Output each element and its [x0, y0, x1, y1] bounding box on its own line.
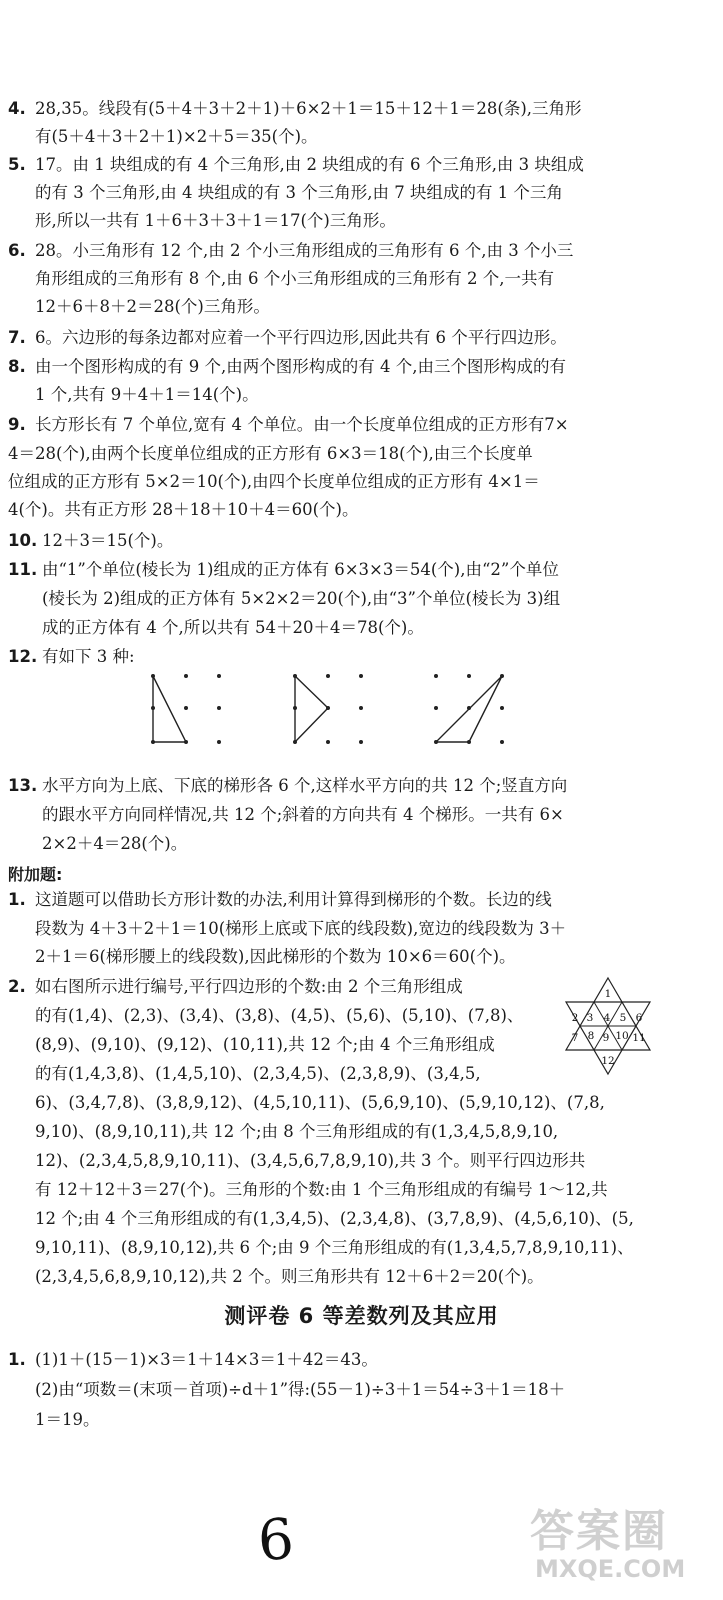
problem-text-line: 2×2＋4＝28(个)。	[42, 834, 188, 853]
section-title: 测评卷 6 等差数列及其应用	[224, 1304, 499, 1328]
dot	[467, 674, 471, 678]
dot	[184, 674, 188, 678]
problem-text-line: 6。六边形的每条边都对应着一个平行四边形,因此共有 6 个平行四边形。	[35, 328, 567, 347]
problem-text-line: 如右图所示进行编号,平行四边形的个数:由 2 个三角形组成	[35, 977, 463, 996]
star-label-8: 8	[587, 1030, 595, 1042]
star-label-9: 9	[602, 1032, 610, 1044]
problem-number: 5.	[8, 155, 26, 174]
problem-text-line: 12 个;由 4 个三角形组成的有(1,3,4,5)、(2,3,4,8)、(3,7,8,9)、(4,5,6,10)、(5,	[35, 1209, 634, 1228]
problem-text-line: 由一个图形构成的有 9 个,由两个图形构成的有 4 个,由三个图形构成的有	[35, 357, 566, 376]
problem-text-line: 12＋3＝15(个)。	[42, 531, 174, 550]
star-label-1: 1	[604, 988, 612, 1000]
dot	[359, 706, 363, 710]
watermark	[505, 1495, 715, 1595]
dot	[184, 706, 188, 710]
problem-number: 12.	[8, 647, 38, 666]
problem-text-line: 28,35。线段有(5＋4＋3＋2＋1)＋6×2＋1＝15＋12＋1＝28(条),三角形	[35, 99, 582, 118]
problem-text-line: 9,10)、(8,9,10,11),共 12 个;由 8 个三角形组成的有(1,3,4,5,8,9,10,	[35, 1122, 559, 1141]
dot	[217, 674, 221, 678]
problem-text-line: 28。小三角形有 12 个,由 2 个小三角形组成的三角形有 6 个,由 3 个小三	[35, 241, 574, 260]
problem-text-line: 水平方向为上底、下底的梯形各 6 个,这样水平方向的共 12 个;竖直方向	[42, 776, 568, 795]
star-label-5: 5	[619, 1012, 627, 1024]
triangle-shape-1	[153, 676, 186, 742]
problem-number: 7.	[8, 328, 26, 347]
problem-number: 10.	[8, 531, 38, 550]
star-label-12: 12	[601, 1055, 615, 1067]
dot	[217, 706, 221, 710]
problem-text-line: 2＋1＝6(梯形腰上的线段数),因此梯形的个数为 10×6＝60(个)。	[35, 947, 516, 966]
problem-text-line: 这道题可以借助长方形计数的办法,利用计算得到梯形的个数。长边的线	[35, 890, 552, 909]
dot	[500, 740, 504, 744]
problem-text-line: 12＋6＋8＋2＝28(个)三角形。	[35, 297, 270, 316]
dot	[434, 706, 438, 710]
dot	[326, 674, 330, 678]
problem-number: 11.	[8, 560, 38, 579]
handwritten-page-number: 6	[255, 1506, 296, 1575]
problem-text-line: 位组成的正方形有 5×2＝10(个),由四个长度单位组成的正方形有 4×1＝	[8, 472, 540, 491]
problem-text-line: 的有(1,4,3,8)、(1,4,5,10)、(2,3,4,5)、(2,3,8,9)、(3,4,5,	[35, 1064, 481, 1083]
problem-text-line: (棱长为 2)组成的正方体有 5×2×2＝20(个),由“3”个单位(棱长为 3)组	[42, 589, 561, 608]
triangle-shape-3	[436, 676, 502, 742]
problem-text-line: 成的正方体有 4 个,所以共有 54＋20＋4＝78(个)。	[42, 618, 424, 637]
problem-text-line: 9,10,11)、(8,9,10,12),共 6 个;由 9 个三角形组成的有(1,3,4,5,7,8,9,10,11)、	[35, 1238, 634, 1257]
problem-text-line: 的有 3 个三角形,由 4 块组成的有 3 个三角形,由 7 块组成的有 1 个三角	[35, 183, 563, 202]
problem-text-line: 由“1”个单位(棱长为 1)组成的正方体有 6×3×3＝54(个),由“2”个单位	[42, 560, 559, 579]
problem-text-line: 1 个,共有 9＋4＋1＝14(个)。	[35, 385, 259, 404]
watermark-url: MXQE.COM	[535, 1555, 686, 1583]
problem-text-line: 有(5＋4＋3＋2＋1)×2＋5＝35(个)。	[35, 127, 318, 146]
problem-text-line: 段数为 4＋3＋2＋1＝10(梯形上底或下底的线段数),宽边的线段数为 3＋	[35, 919, 567, 938]
problem-text-line: 角形组成的三角形有 8 个,由 6 个小三角形组成的三角形有 2 个,一共有	[35, 269, 554, 288]
problem-text-line: 4(个)。共有正方形 28＋18＋10＋4＝60(个)。	[8, 500, 359, 519]
problem-text-line: (2)由“项数＝(末项－首项)÷d＋1”得:(55－1)÷3＋1＝54÷3＋1＝18＋	[35, 1380, 566, 1399]
problem-text-line: 1＝19。	[35, 1410, 100, 1429]
problem-text-line: (2,3,4,5,6,8,9,10,12),共 2 个。则三角形共有 12＋6＋2＝20(个)。	[35, 1267, 544, 1286]
extra-heading: 附加题:	[8, 865, 63, 884]
problem-text-line: (8,9)、(9,10)、(9,12)、(10,11),共 12 个;由 4 个三角形组成	[35, 1035, 495, 1054]
star-label-7: 7	[571, 1032, 579, 1044]
problem-text-line: 长方形长有 7 个单位,宽有 4 个单位。由一个长度单位组成的正方形有7×	[35, 415, 569, 434]
dot-grid-2	[293, 674, 363, 744]
problem-number: 1.	[8, 890, 26, 909]
problem-text-line: 的有(1,4)、(2,3)、(3,4)、(3,8)、(4,5)、(5,6)、(5,10)、(7,8)、	[35, 1006, 524, 1025]
triangle-shape-2	[295, 676, 328, 742]
problem-number: 8.	[8, 357, 26, 376]
problem-number: 13.	[8, 776, 38, 795]
dot	[359, 740, 363, 744]
dot	[434, 674, 438, 678]
star-label-3: 3	[586, 1012, 594, 1024]
problem-text-line: 17。由 1 块组成的有 4 个三角形,由 2 块组成的有 6 个三角形,由 3 块组成	[35, 155, 584, 174]
problem-text-line: 有 12＋12＋3＝27(个)。三角形的个数:由 1 个三角形组成的有编号 1～12,共	[35, 1180, 608, 1199]
watermark-logo-text: 答案圈	[530, 1506, 668, 1557]
dot-grid-figure	[140, 666, 520, 756]
star-label-4: 4	[603, 1012, 611, 1024]
problem-text-line: 6)、(3,4,7,8)、(3,8,9,12)、(4,5,10,11)、(5,6,9,10)、(5,9,10,12)、(7,8,	[35, 1093, 605, 1112]
dot	[359, 674, 363, 678]
star-label-11: 11	[632, 1032, 646, 1044]
problem-number: 1.	[8, 1350, 26, 1369]
dot-grid-3	[434, 674, 504, 744]
star-label-2: 2	[571, 1012, 579, 1024]
problem-number: 2.	[8, 977, 26, 996]
problem-number: 9.	[8, 415, 26, 434]
problem-text-line: 有如下 3 种:	[42, 647, 135, 666]
star-label-10: 10	[615, 1030, 629, 1042]
problem-number: 6.	[8, 241, 26, 260]
problem-text-line: (1)1＋(15－1)×3＝1＋14×3＝1＋42＝43。	[35, 1350, 378, 1369]
dot	[326, 740, 330, 744]
dot	[500, 706, 504, 710]
dot	[217, 740, 221, 744]
star-label-6: 6	[635, 1012, 643, 1024]
problem-number: 4.	[8, 99, 26, 118]
problem-text-line: 的跟水平方向同样情况,共 12 个;斜着的方向共有 4 个梯形。一共有 6×	[42, 805, 564, 824]
problem-text-line: 12)、(2,3,4,5,8,9,10,11)、(3,4,5,6,7,8,9,10),共 3 个。则平行四边形共	[35, 1151, 586, 1170]
problem-text-line: 形,所以一共有 1＋6＋3＋3＋1＝17(个)三角形。	[35, 211, 396, 230]
star-figure	[560, 976, 660, 1076]
problem-text-line: 4＝28(个),由两个长度单位组成的正方形有 6×3＝18(个),由三个长度单	[8, 444, 533, 463]
dot-grid-1	[151, 674, 221, 744]
